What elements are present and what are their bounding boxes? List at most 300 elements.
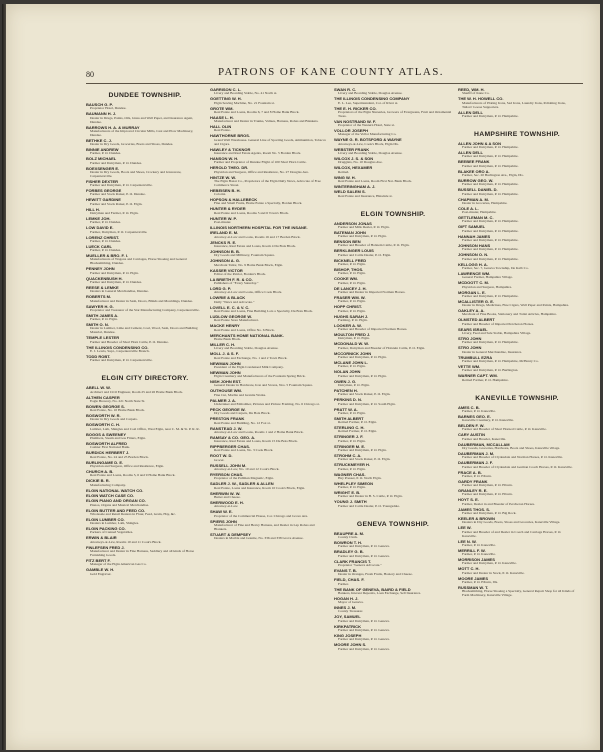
entry-description: Farmer and Stock Raiser, P. O. Elgin. — [338, 457, 391, 462]
entry-name: HOYT S. E. — [458, 497, 479, 503]
directory-entry — [86, 226, 204, 234]
directory-entry — [210, 352, 328, 360]
entry-name: MUELLER & BRO. F. I. — [86, 253, 128, 259]
entry-description: Real Estate and Loans, Fine Building Lots a Specialty, Du Bois Block. — [214, 309, 313, 314]
entry-description: Farmer and Breeder of Clydesdale and German Coach Horses, P. O. Kaneville. — [462, 464, 573, 469]
directory-entry — [334, 296, 452, 304]
directory-entry — [86, 103, 204, 111]
section-gap — [334, 200, 452, 207]
entry-name: MOULTON FRED J. — [334, 332, 371, 338]
directory-entry — [334, 324, 452, 332]
entry-name: VETTE WM. — [458, 363, 481, 369]
entry-name: SEARS ISRAEL — [458, 326, 488, 332]
entry-name: DAUBERMAN J. F. — [458, 460, 493, 466]
entry-name: GROTE WM. — [210, 105, 234, 111]
entry-name: LOOKER A. W. — [334, 322, 362, 328]
entry-name: STRINGER M. E. — [334, 443, 366, 449]
entry-name: ILLINOIS NORTHERN HOSPITAL FOR THE INSANE. — [210, 224, 308, 230]
directory-entry — [210, 176, 328, 188]
entry-description: Dealers in Marble and Granite, No. 336 and 338 Grove Avenue. — [214, 536, 304, 541]
entry-description: Proprietor of the Pullman Magnetic, Elgin. — [214, 476, 274, 481]
entry-name: MCDONALD W. W. — [334, 341, 369, 347]
entry-name: GRANLEY R. E. — [458, 488, 488, 494]
entry-description: Farmer and Dairyman, P. O. Elgin. — [90, 270, 139, 275]
entry-description: Farmer and Dairyman, P. O. Elgin. — [338, 355, 387, 360]
directory-entry — [210, 217, 328, 225]
directory-entry — [210, 148, 328, 156]
directory-entry — [86, 346, 204, 354]
section-gap — [334, 653, 452, 660]
entry-description: Farmer and Cattle Dealer, P. O. Youngsdale. — [338, 503, 400, 508]
directory-entry — [458, 300, 576, 308]
entry-description: Farmer and Dairyman, P. O. Elburn. — [462, 492, 513, 497]
entry-name: MCCORNICK JOHN — [334, 350, 372, 356]
entry-name: LEE W. — [458, 525, 472, 531]
entry-name: THE ILLINOIS CONDENSING COMPANY — [334, 96, 410, 102]
directory-entry — [86, 180, 204, 188]
directory-entry — [334, 398, 452, 406]
entry-name: WING W. H. — [334, 174, 356, 180]
directory-entry — [458, 198, 576, 206]
directory-entry — [86, 470, 204, 478]
entry-name: BUSSELL DANIEL D. — [458, 187, 498, 193]
directory-entry — [86, 499, 204, 507]
entry-name: SHAW W. E. — [210, 509, 233, 515]
entry-name: BOLZ MICHAEL — [86, 156, 117, 162]
entry-name: STRO JOHN — [458, 345, 482, 351]
entry-name: LORD G. P. — [210, 286, 232, 292]
directory-entry — [334, 333, 452, 341]
entry-description: Farmer and Dairyman, P. O. Dundee. — [90, 279, 143, 284]
entry-name: THE E. H. RICKER CO. — [334, 105, 377, 111]
directory-entry — [210, 362, 328, 370]
entry-description: Dry Goods and Millinery, Fountain Square. — [214, 253, 275, 258]
entry-name: HILL H. — [86, 206, 100, 212]
entry-description: Real Estate and Loans, No. 3 Cook Block. — [214, 448, 274, 453]
entry-description: Insurance and Real Estate Agents, Room No. 5 Borden Block. — [214, 150, 302, 155]
directory-entry — [86, 314, 204, 322]
entry-description: Proprietor of the Commercial House, Cor. Chicago and Grove Ave. — [214, 513, 309, 518]
entry-name: DE LANCEY J. H. — [334, 285, 367, 291]
entry-name: LAWRENCE WM. — [458, 270, 491, 276]
directory-entry — [334, 597, 452, 605]
entry-description: Fine and Small Fruits, Home Estate a Specialty, Borden Block. — [214, 201, 303, 206]
entry-name: COOKE WM. — [334, 276, 358, 282]
directory-column-1 — [86, 88, 204, 585]
entry-description: Farmer, P. O. Elgin. — [338, 280, 366, 285]
entry-name: OUTHOUSE WM. — [210, 388, 242, 394]
directory-entry — [210, 207, 328, 215]
entry-name: BARROWS H. A. & MURRAY — [86, 124, 140, 130]
entry-name: PALMER J. A. — [210, 397, 237, 403]
entry-description: Attorneys-at-Law, Cook's Block, Elgin Ills. — [338, 141, 399, 146]
entry-description: Dairyman, P. O. Elgin. — [338, 336, 370, 341]
entry-name: BOSWORTH C. H. — [86, 422, 120, 428]
entry-name: CARY AUSTIN — [458, 432, 485, 438]
section-title: HAMPSHIRE TOWNSHIP. — [474, 130, 560, 138]
directory-entry — [86, 546, 204, 558]
entry-description: Farmer, P. O. Dundee. — [90, 151, 122, 156]
entry-description: Farmer, P. O. Elgin. — [338, 364, 366, 369]
entry-description: Farmer and Dairyman, P. O. Hampshire, McHenry Co. — [462, 358, 539, 363]
section-title: ELGIN CITY DIRECTORY. — [101, 375, 189, 383]
directory-column-3 — [334, 88, 452, 660]
entry-name: NEWMAN JOHN — [210, 369, 241, 375]
directory-entry — [210, 510, 328, 518]
entry-description: Pianos, Organs and Musical Merchandise. — [90, 502, 150, 507]
directory-entry — [458, 111, 576, 119]
entry-name: RANSTEAD J. W. — [210, 425, 243, 431]
directory-entry — [458, 356, 576, 364]
section-gap — [458, 120, 576, 127]
directory-entry — [210, 189, 328, 197]
directory-entry — [334, 287, 452, 295]
entry-description: Farmer, P. O. Elgin. — [90, 317, 118, 322]
entry-name: LOVELL E. C. & V. C. — [210, 304, 250, 310]
entry-name: PRATT W. A. — [334, 406, 358, 412]
directory-entry — [210, 371, 328, 379]
entry-description: Insurance, Real Estate and Loans, Room 4 Du Bois Block. — [214, 243, 297, 248]
entry-name: WRIGHT E. B. — [334, 490, 361, 496]
entry-description: Farmer and Dairyman, P. O. Hampshire. — [462, 293, 519, 298]
section-title: GENEVA TOWNSHIP. — [356, 520, 430, 528]
directory-entry — [86, 396, 204, 404]
directory-entry — [458, 272, 576, 280]
entry-name: AMES C. B. — [458, 404, 480, 410]
entry-description: Farmer and Proprietor of Dundee Flight of 100 Short Horn Cattle. — [214, 160, 307, 165]
directory-entry — [210, 324, 328, 332]
entry-name: JOHNSON B. B. — [210, 248, 241, 254]
entry-name: SWAN R. C. — [334, 88, 357, 92]
directory-entry — [334, 588, 452, 596]
entry-description: Farmer and Breeder of Imported Percheron Horses. — [462, 321, 535, 326]
entry-description: Dealers in Lumber, Lath, Shingles. — [90, 521, 139, 526]
entry-description: Dairyman, P. O. Elgin. — [338, 382, 370, 387]
entry-name: LOW DAVID E. — [86, 225, 114, 231]
entry-description: Farmer and Dairyman, P. O. Geneva. — [338, 637, 390, 642]
section-gap — [458, 599, 576, 606]
entry-description: Farmer, P. O. Elgin. — [338, 299, 366, 304]
entry-description: The Elgin Bazar Co., Proprietors of the Elgin Daily News, Advocate of Free Commerce Street. — [214, 178, 321, 187]
entry-name: WARNER CAPT. WM. — [458, 373, 498, 379]
directory-entry — [210, 166, 328, 174]
entry-name: LUDLOW GEORGE W. — [210, 314, 252, 320]
directory-entry — [334, 435, 452, 443]
entry-name: HEWITT GARDINE — [86, 197, 121, 203]
entry-name: MOTT C. H. — [458, 566, 480, 572]
entry-description: Livery and Boarding Stable, No. 41 North st. — [214, 91, 278, 96]
entry-description: Livery and Boarding Stable, Douglas Avenue. — [338, 150, 403, 155]
entry-description: Farming, P. O. Elgin. — [338, 317, 368, 322]
entry-name: STUART & DEMPSEY — [210, 531, 251, 537]
entry-name: HUNTER W. P. — [210, 215, 237, 221]
entry-description: Dry Goods, Groceries, Hardware, Boots and Shoes, Kaneville village. — [462, 446, 561, 450]
directory-entry — [210, 520, 328, 532]
entry-name: QUACKENBUSH H. — [86, 275, 123, 281]
entry-description: Manufacturer and Dealer in Fine Harness, Saddlery and all kinds of Horse Furnishing Goods. — [90, 549, 194, 557]
directory-entry — [458, 424, 576, 432]
entry-description: Farmer, P. O. Elgin. — [338, 410, 366, 415]
entry-name: BURDICK HERBERT J. — [86, 450, 130, 456]
directory-entry — [458, 406, 576, 414]
entry-description: Farmer and Dairyman, P. O. Hampshire. — [462, 145, 519, 150]
entry-description: Farmer and Breeder of Clydesdale and Norman Horses, P. O. Kaneville. — [462, 455, 563, 460]
entry-description: Farmer, Dairyman and Breeder of Holstein Cattle, P. O. Elgin. — [338, 345, 426, 350]
directory-entry — [210, 454, 328, 462]
entry-description: Real Estate, Loans and Insurance, Room 10 Cook's Block, Elgin. — [214, 485, 306, 490]
section-gap — [210, 542, 328, 549]
entry-name: ELGIN BUTTER AND FEED CO. — [86, 507, 146, 513]
directory-entry — [210, 231, 328, 239]
directory-entry — [334, 190, 452, 198]
entry-name: PENNEY JOHN — [86, 266, 115, 272]
entry-description: Farmer and Dairyman, P. O. Elburn. — [462, 483, 513, 488]
entry-name: RYERSON CHAS. — [210, 472, 244, 478]
entry-name: JOY, SAMUEL — [334, 614, 361, 620]
entry-name: ELGIN NATIONAL WATCH CO. — [86, 487, 144, 493]
directory-entry — [334, 107, 452, 119]
entry-description: Farmer and Dairyman, P. O. Hampshire. — [462, 163, 519, 168]
entry-name: ALLEN JOHN & A SON — [458, 140, 502, 146]
directory-entry — [458, 97, 576, 109]
entry-name: NISH JOHN EST. — [210, 379, 242, 385]
entry-name: WHELPLEY SIMEON — [334, 480, 374, 486]
entry-description: Eagle Brewery, No. 221 North State St. — [90, 398, 146, 403]
entry-description: Farmer, P. O. Dundee. — [90, 220, 122, 225]
entry-name: VOLLOR JOSEPH — [334, 128, 369, 134]
entry-name: DICKIE B. R. — [86, 478, 110, 484]
entry-description: Proprietor of the Western Hotel, State st. — [338, 123, 395, 128]
directory-entry — [210, 427, 328, 435]
entry-name: MERCHANTS HOME NATIONAL BANK. — [210, 332, 284, 338]
directory-entry — [210, 389, 328, 397]
entry-description: Dealers in General Merchandise, Dundee. — [90, 289, 149, 294]
directory-entry — [334, 445, 452, 453]
entry-name: BETHKE C. J. — [86, 137, 113, 143]
directory-entry — [86, 236, 204, 244]
entry-description: Farmer and Breeder of Holstein Cattle, P. O. Elgin. — [338, 243, 410, 248]
entry-name: IRELAND E. M. — [210, 230, 239, 236]
directory-entry — [334, 569, 452, 577]
entry-description: E. J. Lewis, Supt., Carpentersville Branch. — [90, 348, 150, 353]
entry-description: Farmer, P. O. Elgin. — [338, 466, 366, 471]
entry-description: Farmer and Dealer in Stock, P. O. Kaneville. — [462, 570, 525, 575]
entry-name: MORRISON JAMES — [458, 557, 495, 563]
entry-description: Real Estate and Insurance, Hinsdale st. — [338, 193, 393, 198]
directory-entry — [458, 540, 576, 548]
entry-name: ROOT W. D. — [210, 453, 233, 459]
entry-description: Merchant Tailor, No. 9 Home Bank Block, Elgin. — [214, 262, 284, 267]
directory-entry — [334, 129, 452, 137]
directory-entry — [334, 380, 452, 388]
entry-description: Attorney-at-Law and Loans, Office Cook Block. — [214, 290, 283, 295]
directory-entry — [210, 134, 328, 146]
directory-entry — [86, 217, 204, 225]
entry-name: KIRKPATRICK — [334, 623, 361, 629]
entry-description: Farmer and Dairyman, P. O. Hampshire. — [462, 247, 519, 252]
entry-name: RAMSAY & CO. GEO. A. — [210, 434, 256, 440]
entry-name: WILCOX, HEXAMER — [334, 165, 373, 171]
directory-entry — [86, 559, 204, 567]
entry-description: Manufacturer and Dealer in Trunks, Valises, Harness, Robes and Blankets. — [214, 119, 319, 124]
entry-name: HUGHS SARAH J. — [334, 313, 369, 319]
entry-name: KASSER VICTOR — [210, 267, 243, 273]
entry-description: E. L. Lee, Superintendent, Cor. of River st. — [338, 100, 399, 105]
entry-description: Real Estate and Building, No. 12 Fox st. — [214, 420, 271, 425]
directory-entry — [86, 509, 204, 517]
directory-entry — [458, 263, 576, 271]
entry-name: ELGIN WATCH CASE CO. — [86, 492, 135, 498]
entry-name: SHERWOOD E. H. — [210, 499, 244, 505]
directory-entry — [210, 125, 328, 133]
directory-entry — [86, 461, 204, 469]
directory-entry — [210, 445, 328, 453]
entry-name: MOORE JOHN S. — [334, 642, 367, 648]
entry-description: Dealers in Dry Goods, Boots, Shoes and Groceries, Kaneville Village. — [462, 520, 561, 525]
directory-entry — [458, 160, 576, 168]
directory-entry — [210, 417, 328, 425]
entry-description: Farmer, P. O. Elgin. — [338, 438, 366, 443]
entry-name: THE ILLINOIS CONDENSING CO. — [86, 344, 149, 350]
entry-name: HOPSON & HALLEBECK — [210, 197, 258, 203]
entry-name: BURROW GEO. W. — [458, 177, 494, 183]
entry-description: Attorneys-at-Law, Rooms 10 and 11 Cook's Block. — [90, 539, 162, 544]
entry-description: Physician and Surgeon, Office and Residence, No. 27 Douglas Ave. — [214, 169, 309, 174]
directory-entry — [334, 532, 452, 540]
entry-name: BINNIE ANDREW — [86, 147, 119, 152]
directory-entry — [458, 415, 576, 423]
entry-description: Dealer in Dry Goods and Carpets. — [90, 417, 138, 422]
entry-name: THE W. H. HOWELL CO. — [458, 96, 504, 102]
entry-description: Real Estate, No. 10 Home Bank Block. — [90, 408, 145, 413]
entry-name: DAUBERMAN J. M. — [458, 451, 495, 456]
entry-description: Manufacturers of Plating Irons, Sad Irons, Laundry Irons, Polishing Irons, Tailors' Goose Supporters. — [462, 100, 566, 109]
entry-description: Daily "News and Advocate." — [214, 299, 255, 304]
entry-description: Elgin Sewing Machine, No. 21 Fountain st. — [214, 100, 275, 105]
entry-name: HOGAN H. J. — [334, 595, 359, 601]
directory-entry — [458, 558, 576, 566]
directory-entry — [86, 208, 204, 216]
directory-entry — [210, 107, 328, 115]
entry-name: LUECK CARL — [86, 243, 112, 249]
entry-description: Publishers of "Every Saturday." — [214, 281, 259, 286]
entry-name: SPIERS JOHN — [210, 518, 237, 524]
entry-description: Farmer, Dealer in and Breeder of Percheron Horses. — [462, 501, 535, 506]
entry-name: BAUSCH G. P. — [86, 102, 113, 107]
directory-entry — [210, 436, 328, 444]
directory-entry — [458, 498, 576, 506]
directory-entry — [334, 463, 452, 471]
entry-description: Farmer and Milk Dealer, P. O. Elgin. — [338, 224, 390, 229]
entry-description: Cashier First National Bank. — [90, 445, 131, 450]
entry-description: Architect and Civil Engineer, Room 25 and 26 Home Bank Block. — [90, 389, 183, 394]
directory-entry — [334, 88, 452, 96]
directory-entry — [86, 518, 204, 526]
entry-description: Manufacturing Company. — [90, 482, 126, 487]
entry-name: TEMPLE LESTER — [86, 335, 120, 341]
entry-description: Dealer in Oranges, Fresh Fruits, Hosiery and Cheese. — [338, 572, 413, 577]
directory-entry — [86, 405, 204, 413]
entry-description: Retired Farmer, P. O. Elgin. — [338, 420, 377, 425]
entry-name: STRINGER J. F. — [334, 434, 364, 440]
entry-description: Farmer, P. O. Kaneville. — [462, 542, 496, 547]
entry-description: Farmer, P. O. Elgin. — [338, 485, 366, 490]
directory-entry — [210, 287, 328, 295]
entry-name: EVANS T. B. — [334, 567, 357, 573]
directory-entry — [86, 126, 204, 138]
entry-description: Retired Farmer, P. O. Elgin. — [338, 429, 377, 434]
entry-description: Livery, Feed and Sale Stable, Hampshire Village. — [462, 331, 531, 336]
entry-description: Farmer and Stock Raiser, P. O. Elgin. — [338, 392, 391, 397]
entry-description: Farmer and Dairyman, P. O. Hampshire. — [462, 182, 519, 187]
entry-description: Physician and Surgeon, Hampshire. — [462, 284, 512, 289]
entry-description: Druggists, No. 10 Douglas Ave. — [338, 160, 383, 165]
entry-description: Farmer, P. O. Kaneville. — [462, 408, 496, 413]
entry-description: Elgin Creamery and Manufacturers of the Fountain Spring Brick. — [214, 374, 306, 379]
section-gap — [86, 364, 204, 371]
entry-description: Packers of Canned Vegetables. — [90, 530, 134, 535]
entry-name: OAKLEY A. A. — [458, 308, 485, 314]
entry-description: Farmer, Dairyman, P. O. Carpentersville. — [90, 229, 148, 234]
entry-name: COLE A. L. — [458, 205, 479, 211]
directory-entry — [458, 142, 576, 150]
directory-entry — [86, 112, 204, 124]
entry-name: JOHNSON A. G. — [210, 258, 241, 264]
entry-name: YOUNG J. SMITH — [334, 499, 367, 505]
directory-entry — [86, 267, 204, 275]
entry-name: REESE & LEMKE — [86, 284, 119, 290]
entry-name: WAYNE G. R. BOTSFORD & WAYNE — [334, 137, 402, 143]
directory-entry — [86, 277, 204, 285]
entry-description: Farmer, P. O. Elgin. — [338, 308, 366, 313]
entry-name: MOORE JAMES — [458, 575, 489, 581]
entry-description: Farmer and Dairyman, P. O. Geneva. — [338, 618, 390, 623]
entry-description: Farmer, P. O. Kaneville. — [462, 552, 496, 557]
entry-name: JOHNSON O. N. — [458, 252, 489, 258]
directory-entry — [458, 328, 576, 336]
entry-name: STROHM C. A. — [334, 452, 362, 458]
header-rule — [86, 83, 583, 84]
directory-entry — [334, 473, 452, 481]
entry-description: Farmer and Dairyman, P. O. Hampshire. — [462, 154, 519, 159]
directory-entry — [210, 88, 328, 96]
directory-entry — [458, 244, 576, 252]
entry-name: PRESTON FRANK — [210, 416, 245, 422]
entry-name: BEEBEE FRANK — [458, 159, 490, 165]
section-gap — [86, 578, 204, 585]
directory-entry — [86, 323, 204, 335]
entry-description: Farmer and Dairyman, P. O. Hampshire. — [462, 238, 519, 243]
directory-entry — [458, 508, 576, 516]
directory-entry — [86, 286, 204, 294]
directory-entry — [334, 454, 452, 462]
entry-name: GARDY FRANK — [458, 478, 488, 484]
directory-entry — [86, 254, 204, 266]
entry-name: HAASE L. H. — [210, 114, 234, 120]
entry-description: Home Bank Block. — [214, 336, 241, 341]
entry-description: Insurance, Real Estate and Loans, Room 15 Du Bois Block. — [214, 439, 298, 444]
entry-description: Retired Farmer, P. O. Hampshire. — [462, 377, 509, 382]
entry-description: Post-master. — [214, 219, 232, 224]
directory-entry — [458, 433, 576, 441]
entry-description: Colorist. — [214, 192, 227, 197]
directory-entry — [458, 151, 576, 159]
directory-entry — [210, 278, 328, 286]
entry-name: MCALLISTER G. E. — [458, 298, 494, 304]
entry-name: BURLINGAME D. E. — [86, 459, 124, 465]
entry-description: Farmer and Dairyman, P. O. Carpentersville. — [90, 183, 153, 188]
entry-description: Retired. — [338, 169, 350, 174]
